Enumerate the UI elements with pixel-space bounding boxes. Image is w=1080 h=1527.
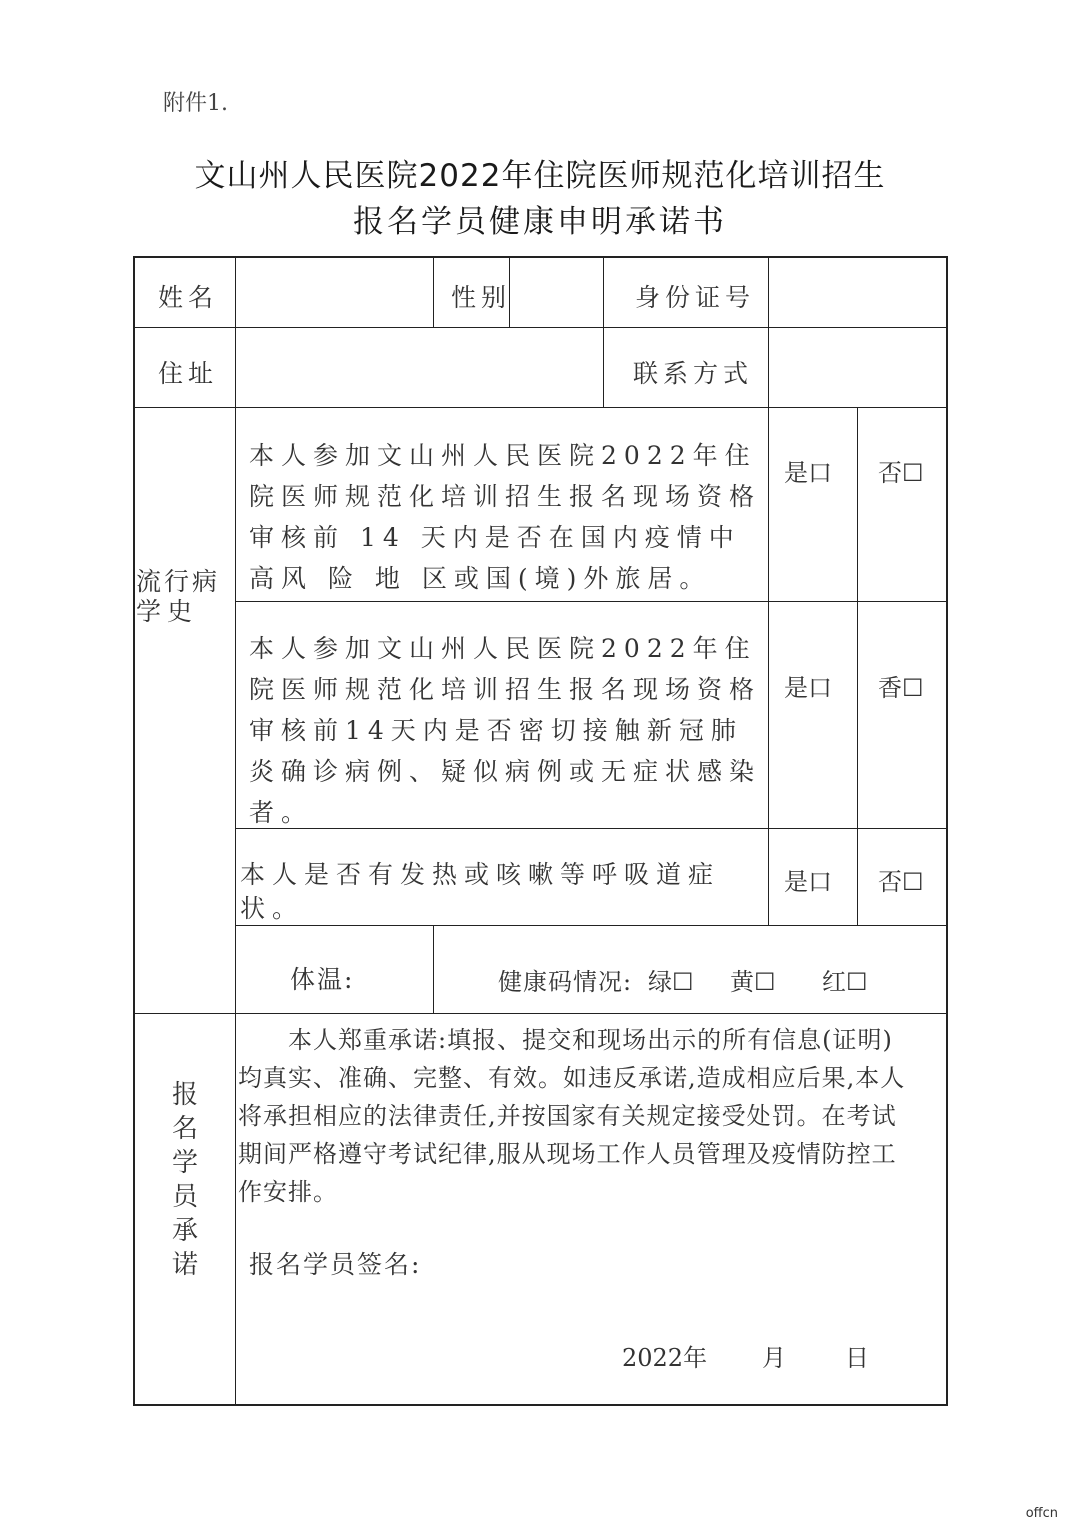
name-label: 姓名	[158, 283, 219, 312]
contact-label: 联系方式	[633, 359, 754, 388]
temperature-label: 体温:	[290, 965, 355, 994]
health-code-label: 健康码情况:	[498, 968, 633, 996]
offcn-watermark: offcn	[1025, 1506, 1058, 1521]
question-3-yes-checkbox[interactable]: 是口	[784, 868, 832, 896]
name-field[interactable]	[236, 258, 433, 327]
epi-history-label-line1: 流行病	[136, 567, 221, 596]
id-number-label: 身份证号	[635, 283, 756, 312]
epi-history-label-line2: 学史	[136, 597, 199, 626]
date-day: 日	[845, 1344, 869, 1372]
address-label: 住址	[158, 359, 219, 388]
date-year: 2022年	[622, 1344, 708, 1372]
question-1-text: 本人参加文山州人民医院2022年住院医师规范化培训招生报名现场资格审核前 14 天内是否在国内疫情中高风 险 地 区或国(境)外旅居。	[249, 441, 762, 593]
form-title-line1: 文山州人民医院2022年住院医师规范化培训招生	[194, 158, 886, 194]
question-1-yes-checkbox[interactable]: 是口	[784, 459, 832, 487]
date-month: 月	[762, 1344, 786, 1372]
question-1-no-checkbox[interactable]: 否☐	[878, 459, 924, 487]
gender-label: 性别	[451, 283, 512, 312]
signature-field[interactable]	[430, 1238, 730, 1282]
contact-field[interactable]	[769, 328, 946, 407]
address-field[interactable]	[236, 328, 603, 407]
signature-label: 报名学员签名:	[249, 1250, 422, 1279]
question-3-text: 本人是否有发热或咳嗽等呼吸道症状。	[240, 860, 721, 923]
question-2-no-checkbox[interactable]: 香☐	[878, 674, 924, 702]
question-2-text: 本人参加文山州人民医院2022年住院医师规范化培训招生报名现场资格审核前14天内是否密切接触新冠肺 炎确诊病例、疑似病例或无症状感染者。	[249, 634, 762, 827]
id-number-field[interactable]	[769, 258, 946, 327]
health-code-yellow-checkbox[interactable]: 黄☐	[730, 968, 776, 996]
question-3-no-checkbox[interactable]: 否☐	[878, 868, 924, 896]
attachment-label: 附件1.	[163, 91, 228, 116]
pledge-section-label: 报名学员承诺	[171, 1080, 198, 1280]
health-code-red-checkbox[interactable]: 红☐	[822, 968, 868, 996]
form-title-line2: 报名学员健康申明承诺书	[353, 204, 727, 240]
gender-field[interactable]	[510, 258, 603, 327]
pledge-text: 本人郑重承诺:填报、提交和现场出示的所有信息(证明)均真实、准确、完整、有效。如违反承诺,造成相应后果,本人将承担相应的法律责任,并按国家有关规定接受处罚。在考试期间严格遵守考试纪律,服从现场工作人员管理及疫情防控工作安排。	[238, 1026, 906, 1206]
health-code-green-checkbox[interactable]: 绿☐	[648, 968, 694, 996]
question-2-yes-checkbox[interactable]: 是口	[784, 674, 832, 702]
